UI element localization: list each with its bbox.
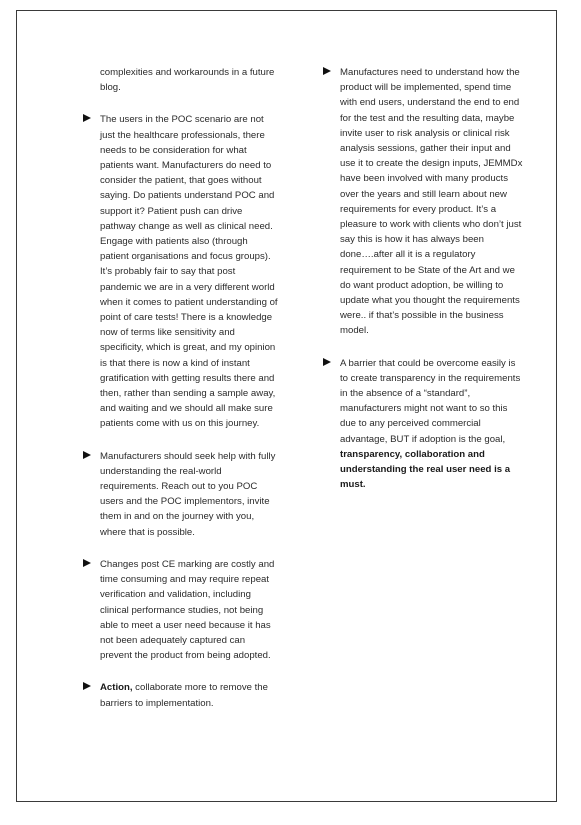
body-text: Manufacturers should seek help with fully understanding the real-world requirements. Reach out to you POC users and the POC implementors, invite them in and on the journey with you, where that is possible. xyxy=(100,450,276,538)
body-text: The users in the POC scenario are not just the healthcare professionals, there needs to be consideration for what patients want. Manufacturers do need to consider the patient, that goes without saying. Do patients understand POC and support it? Patient push can drive pathway change as well as clinical need. Engage with patients also (through patient organisations and focus groups). It’s probably fair to say that post pandemic we are in a very different world when it comes to patient understanding of point of care tests! There is a knowledge now of terms like sensitivity and specificity, which is great, and my opinion is that there is now a kind of instant gratification with getting results there and then, rather than sending a sample away, and waiting and we should all make sure patients come with us on this journey. xyxy=(100,114,278,430)
bullet-arrow-icon xyxy=(83,451,91,459)
bold-text: transparency, collaboration and understanding the real user need is a must. xyxy=(340,448,511,491)
bullet-item xyxy=(83,680,279,710)
bullet-item xyxy=(83,557,279,663)
bullet-item xyxy=(323,356,523,493)
body-text: collaborate more to remove the barriers to implementation. xyxy=(100,682,268,709)
bullet-arrow-icon xyxy=(83,682,91,690)
bullet-arrow-icon xyxy=(83,114,91,122)
body-text: Changes post CE marking are costly and time consuming and may require repeat verification and validation, including clinical performance studies, not being able to meet a user need because it has not been adequately captured can prevent the product from being adopted. xyxy=(100,558,275,662)
bullet-item xyxy=(83,112,279,431)
bullet-arrow-icon xyxy=(323,67,331,75)
body-text: A barrier that could be overcome easily is to create transparency in the requirements in the absence of a “standard”, manufacturers might not want to so this due to any perceived commercial advantage, BUT if adoption is the goal, xyxy=(340,357,521,445)
bullet-item xyxy=(323,65,523,339)
paragraph-continuation xyxy=(83,65,279,95)
right-column xyxy=(323,65,523,509)
bold-text: Action, xyxy=(100,682,133,694)
bullet-arrow-icon xyxy=(323,358,331,366)
body-text: complexities and workarounds in a future blog. xyxy=(100,67,275,94)
bullet-arrow-icon xyxy=(83,559,91,567)
left-column xyxy=(83,65,279,728)
document-page xyxy=(16,10,557,802)
bullet-item xyxy=(83,449,279,540)
body-text: Manufactures need to understand how the product will be implemented, spend time with end users, understand the end to end for the test and the resulting data, maybe invite user to risk analysis or clinical risk analysis sessions, gather their input and use it to create the design inputs, JEMMDx have been involved with many products over the years and still learn about new requirements for every product. It’s a pleasure to work with clients who don’t just say this is how it has always been done….after all it is a regulatory requirement to be State of the Art and we do want product adoption, be willing to update what you thought the requirements were.. if that’s possible in the business model. xyxy=(340,67,523,337)
